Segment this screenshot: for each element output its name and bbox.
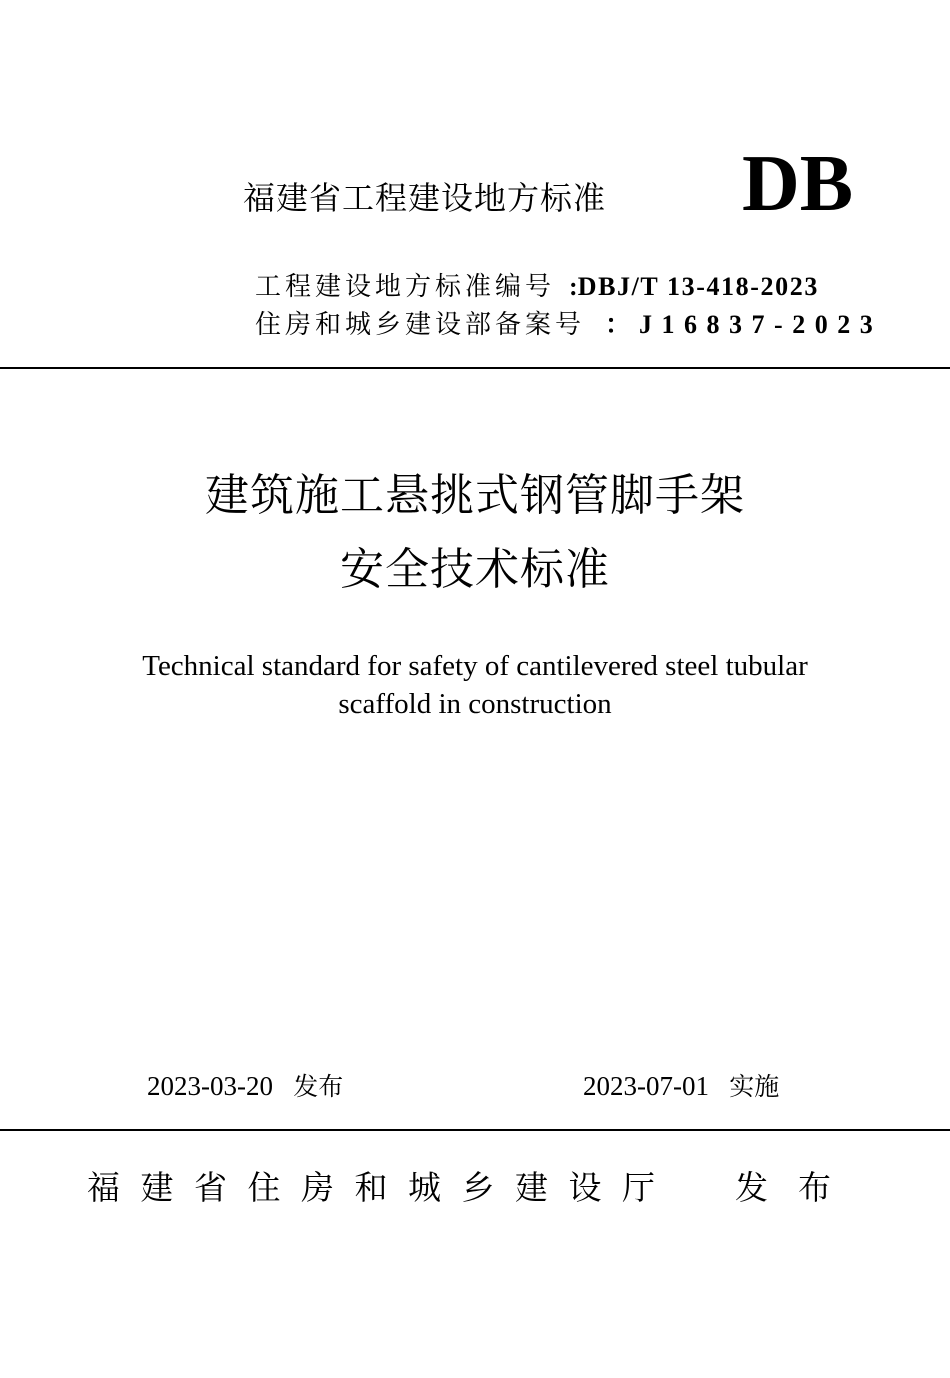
record-number-value: J16837-2023 <box>639 310 883 339</box>
record-number-separator: ： <box>605 310 632 339</box>
standard-type: 福建省工程建设地方标准 <box>243 179 607 217</box>
title-cn-line1: 建筑施工悬挑式钢管脚手架 <box>205 470 745 521</box>
issuer: 福建省住房和城乡建设厅 <box>87 1168 676 1207</box>
standard-code-value: DBJ/T 13-418-2023 <box>577 272 819 301</box>
publish-label: 发布 <box>735 1168 861 1207</box>
title-cn-line2: 安全技术标准 <box>340 544 610 595</box>
issue-date-block <box>147 1068 343 1105</box>
issue-date: 2023-03-20 <box>147 1071 273 1101</box>
standard-code-label: 工程建设地方标准编号 <box>255 272 556 302</box>
title-en-line1: Technical standard for safety of cantilevered steel tubular <box>142 650 808 682</box>
standard-code-row <box>255 270 819 304</box>
effective-label: 实施 <box>729 1072 780 1101</box>
bottom-divider <box>0 1129 950 1131</box>
top-divider <box>0 367 950 369</box>
effective-date: 2023-07-01 <box>583 1071 709 1101</box>
effective-date-block <box>583 1068 779 1105</box>
title-en-line2: scaffold in construction <box>338 688 612 720</box>
record-number-row <box>255 308 882 342</box>
standard-code-separator: : <box>569 272 578 301</box>
db-mark: DB <box>742 140 854 228</box>
record-number-label: 住房和城乡建设部备案号 <box>255 310 586 340</box>
issue-label: 发布 <box>293 1072 344 1101</box>
